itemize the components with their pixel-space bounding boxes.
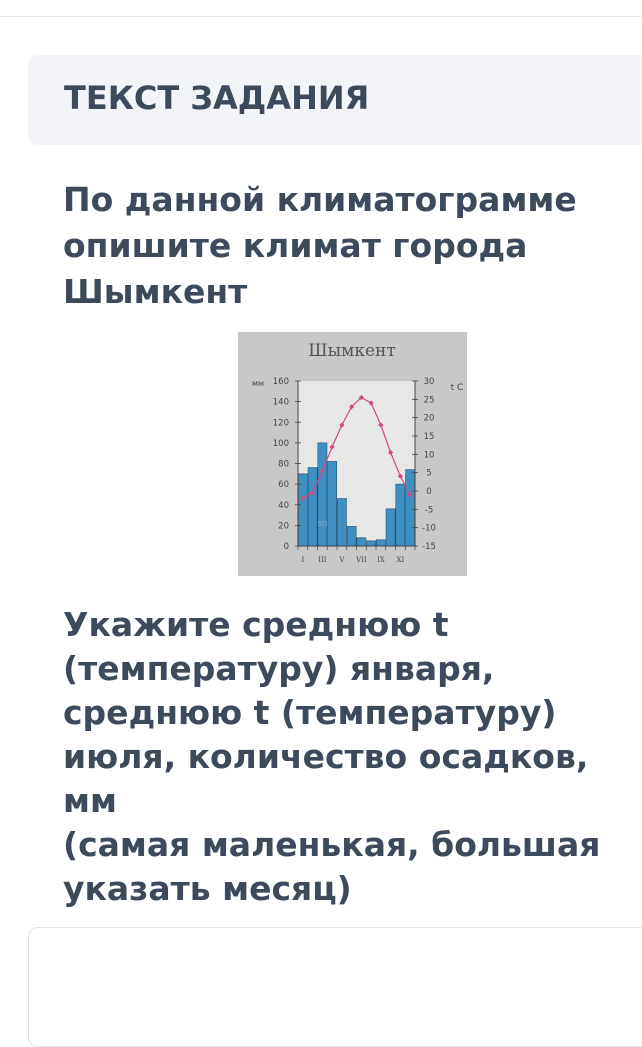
right-axis-unit: t С [450,383,464,393]
right-tick-label: -5 [424,505,434,516]
precipitation-bar-IV [328,461,337,546]
precipitation-bar-II [308,468,317,546]
precipitation-bar-VIII [367,541,376,546]
right-tick-label: -15 [422,542,436,552]
left-tick-label: 120 [272,418,289,429]
precipitation-bar-I [298,474,307,546]
right-tick-label: 10 [423,450,435,461]
chart-title: Шымкент [308,341,396,361]
task-header-card [28,55,642,145]
precipitation-bar-XII [406,470,415,546]
climatogram-figure [238,332,467,576]
precipitation-bar-V [337,499,346,546]
precipitation-bar-X [386,509,395,546]
answer-input[interactable] [28,927,642,1047]
month-label-V: V [339,556,345,564]
precipitation-bar-XI [396,484,405,546]
month-label-III: III [318,556,327,564]
question-text: По данной климатограмме опишите климат города Шымкент [63,180,577,311]
task-header-label: ТЕКСТ ЗАДАНИЯ [64,79,370,117]
right-tick-label: 30 [423,377,435,387]
precipitation-bar-III [318,443,327,546]
right-tick-label: 15 [423,432,435,442]
left-tick-label: 100 [272,438,289,449]
precipitation-bar-VI [347,526,356,546]
right-tick-label: 5 [426,468,432,479]
right-tick-label: 0 [426,487,432,497]
left-tick-label: 0 [283,542,289,552]
right-tick-label: 25 [423,395,435,406]
precipitation-bar-VII [357,538,366,546]
right-tick-label: 20 [423,413,435,424]
climatogram-chart [238,332,467,576]
left-tick-label: 140 [272,397,289,408]
left-tick-label: 160 [272,377,289,387]
month-label-IX: IX [377,556,385,564]
chart-inner-label: SQ [317,520,328,528]
top-divider [0,16,642,17]
month-label-VII: VII [356,556,367,564]
month-label-XI: XI [396,556,405,564]
left-tick-label: 60 [278,480,289,491]
instruction-text: Укажите среднюю t (температуру) января, среднюю t (температуру) июля, количество осадков, мм (самая маленькая, большая указать месяц) [63,605,601,908]
right-tick-label: -10 [422,523,436,534]
precipitation-bar-IX [376,540,385,546]
left-axis-unit: мм [251,379,265,388]
left-tick-label: 20 [278,521,289,532]
month-label-I: I [301,556,305,564]
left-tick-label: 80 [278,459,289,470]
left-tick-label: 40 [278,500,289,511]
